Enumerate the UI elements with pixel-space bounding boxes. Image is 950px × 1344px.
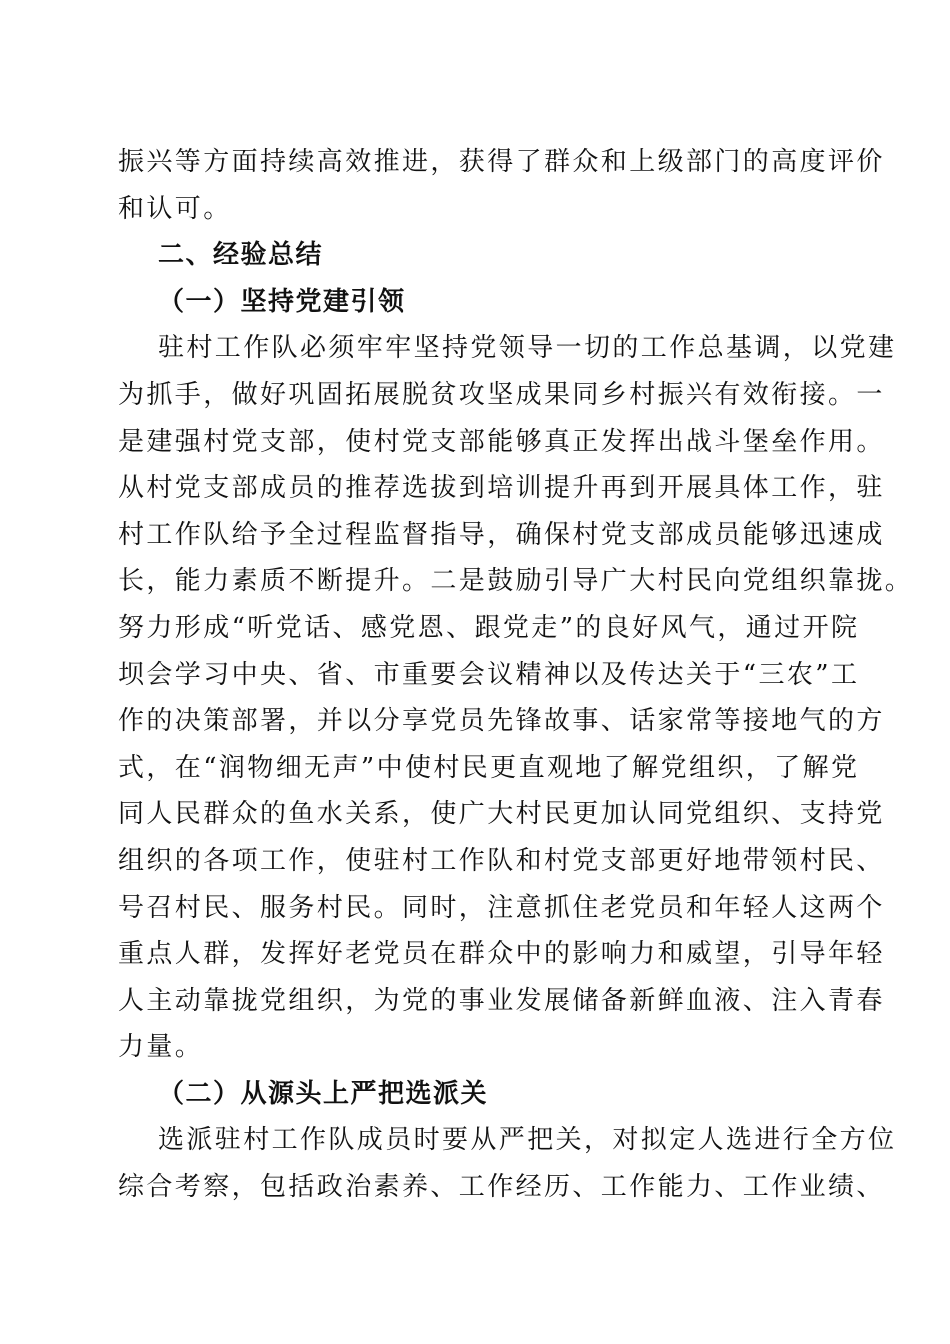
paragraph-line: 驻村工作队必须牢牢坚持党领导一切的工作总基调，以党建 <box>158 333 897 364</box>
paragraph-line: 选派驻村工作队成员时要从严把关，对拟定人选进行全方位 <box>158 1125 897 1156</box>
paragraph-line: 从村党支部成员的推荐选拔到培训提升再到开展具体工作，驻 <box>118 473 885 504</box>
paragraph-line: 人主动靠拢党组织，为党的事业发展储备新鲜血液、注入青春 <box>118 985 885 1016</box>
paragraph-line: 重点人群，发挥好老党员在群众中的影响力和威望，引导年轻 <box>118 939 885 970</box>
paragraph-line: 努力形成“听党话、感党恩、跟党走”的良好风气，通过开院 <box>118 612 860 643</box>
subsection-heading: （二）从源头上严把选派关 <box>158 1078 489 1109</box>
paragraph-line: 综合考察，包括政治素养、工作经历、工作能力、工作业绩、 <box>118 1172 885 1203</box>
paragraph-line: 作的决策部署，并以分享党员先锋故事、话家常等接地气的方 <box>118 706 885 737</box>
paragraph-line: 式，在“润物细无声”中使村民更直观地了解党组织，了解党 <box>118 752 860 783</box>
paragraph-line: 为抓手，做好巩固拓展脱贫攻坚成果同乡村振兴有效衔接。一 <box>118 379 885 410</box>
paragraph-line: 长，能力素质不断提升。二是鼓励引导广大村民向党组织靠拢。 <box>118 566 914 597</box>
paragraph-line: 力量。 <box>118 1032 204 1063</box>
paragraph-line: 组织的各项工作，使驻村工作队和村党支部更好地带领村民、 <box>118 845 885 876</box>
paragraph-line: 号召村民、服务村民。同时，注意抓住老党员和年轻人这两个 <box>118 892 885 923</box>
document-page <box>118 139 914 1211</box>
paragraph-line: 振兴等方面持续高效推进，获得了群众和上级部门的高度评价 <box>118 147 885 177</box>
section-heading: 二、经验总结 <box>158 240 324 271</box>
paragraph-line: 坝会学习中央、省、市重要会议精神以及传达关于“三农”工 <box>118 659 860 690</box>
paragraph-line: 是建强村党支部，使村党支部能够真正发挥出战斗堡垒作用。 <box>118 426 885 457</box>
paragraph-line: 村工作队给予全过程监督指导，确保村党支部成员能够迅速成 <box>118 519 885 550</box>
subsection-heading: （一）坚持党建引领 <box>158 286 406 317</box>
paragraph-line: 同人民群众的鱼水关系，使广大村民更加认同党组织、支持党 <box>118 799 885 830</box>
paragraph-line: 和认可。 <box>118 193 232 224</box>
